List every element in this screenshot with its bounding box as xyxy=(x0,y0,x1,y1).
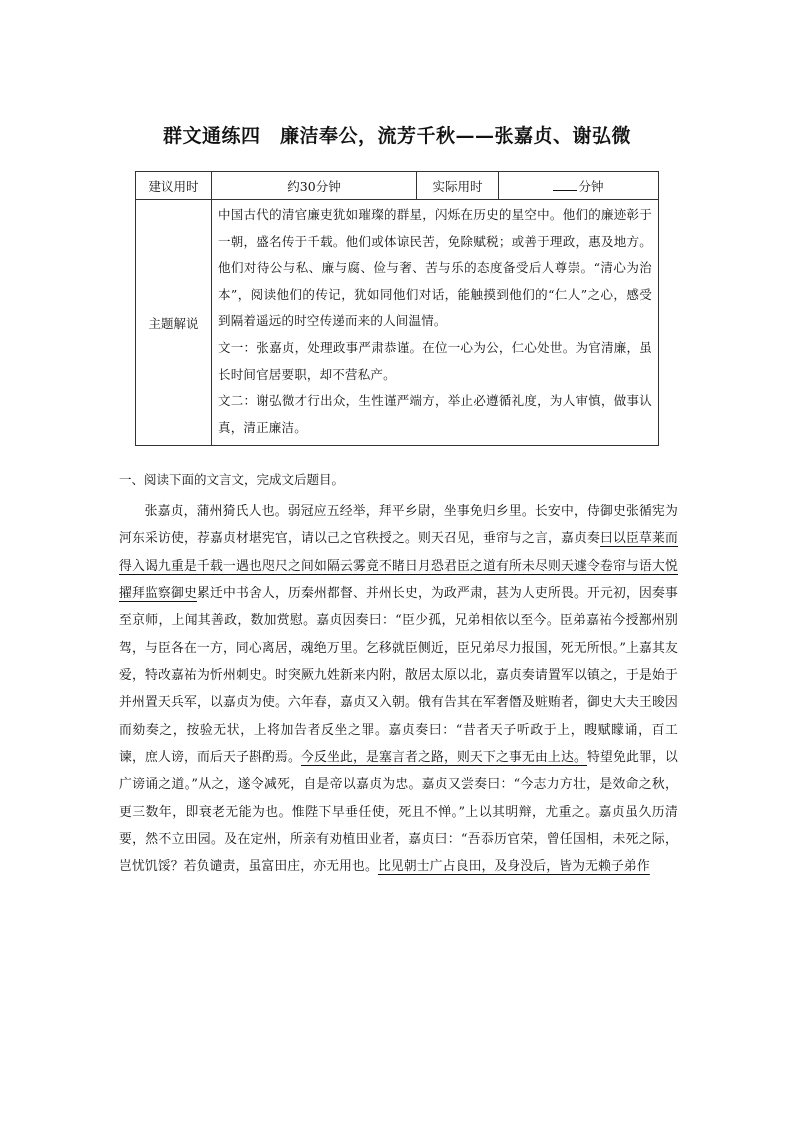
underlined-segment-translation: 今反坐此，是塞言者之路，则天下之事无由上达。 xyxy=(301,750,588,766)
theme-intro: 中国古代的清官廉吏犹如璀璨的群星，闪烁在历史的星空中。他们的廉迹彰于一朝，盛名传于千载。他们或体谅民苦，免除赋税；或善于理政，惠及地方。他们对待公与私、廉与腐、俭与奢、苦与乐的态度备受后人尊崇。“清心为治本”，阅读他们的传记，犹如同他们对话，能触摸到他们的“仁人”之心，感受到隔着遥远的时空传递而来的人间温情。 xyxy=(218,207,652,329)
passage-segment: 张嘉贞，蒲州猗氏人也。弱冠应五经举，拜平乡尉，坐事免归乡里。长安中，侍御史张循宪为河东采访使，荐嘉贞材堪宪官，请以己之官秩授之。则天召见，垂帘与之言，嘉贞奏 xyxy=(119,504,678,547)
theme-text-one: 文一：张嘉贞，处理政事严肃恭谨。在位一心为公，仁心处世。为官清廉，虽长时间官居要职，却不营私产。 xyxy=(218,339,652,382)
underlined-segment-tail: 比见朝士广占良田，及身没后，皆为无赖子弟作 xyxy=(377,859,650,875)
suggest-time-label: 建议用时 xyxy=(136,172,212,200)
time-row xyxy=(136,172,659,200)
underlined-segment-punctuation: 曰以臣草莱而得入谒九重是千载一遇也咫尺之间如隔云雾竟不睹日月恐君臣之道有所未尽则天遽令卷帘与语大悦擢拜监察御史 xyxy=(119,531,678,602)
theme-row xyxy=(136,200,659,446)
passage xyxy=(119,498,678,881)
passage-paragraph xyxy=(119,498,678,881)
section-instruction: 一、阅读下面的文言文，完成文后题目。 xyxy=(119,472,345,487)
theme-content xyxy=(212,200,659,446)
actual-time-unit: 分钟 xyxy=(578,178,604,194)
info-table xyxy=(135,171,659,446)
actual-time-blank[interactable] xyxy=(553,177,577,191)
theme-text-two: 文二：谢弘微才行出众，生性谨严端方，举止必遵循礼度，为人审慎，做事认真，清正廉洁。 xyxy=(218,393,652,435)
actual-time-label: 实际用时 xyxy=(417,172,499,200)
page-title: 群文通练四 廉洁奉公，流芳千秋——张嘉贞、谢弘微 xyxy=(162,125,631,147)
suggest-time-value: 约30分钟 xyxy=(212,172,417,200)
passage-segment: 特望免此罪，以广谤诵之道。”从之，遂令减死，自是帝以嘉贞为忠。嘉贞又尝奏曰：“今志力方壮，是效命之秋，更三数年，即衰老无能为也。惟陛下早垂任使，死且不惮。”上以其明辩，尤重之。嘉贞虽久历清要，然不立田园。及在定州，所亲有劝植田业者，嘉贞曰：“吾忝历官荣，曾任国相，未死之际，岂忧饥馁？若负谴责，虽富田庄，亦无用也。 xyxy=(119,750,678,875)
theme-label: 主题解说 xyxy=(136,200,212,446)
actual-time-cell xyxy=(499,172,659,200)
passage-segment: 累迁中书舍人，历秦州都督、并州长史，为政严肃，甚为人吏所畏。开元初，因奏事至京师，上闻其善政，数加赏慰。嘉贞因奏曰：“臣少孤，兄弟相依以至今。臣弟嘉祐今授鄯州别驾，与臣各在一方，同心离居，魂绝万里。乞移就臣侧近，臣兄弟尽力报国，死无所恨。”上嘉其友爱，特改嘉祐为忻州刺史。时突厥九姓新来内附，散居太原以北，嘉贞奏请置军以镇之，于是始于并州置天兵军，以嘉贞为使。六年春，嘉贞又入朝。俄有告其在军奢僭及赃贿者，御史大夫王晙因而劾奏之，按验无状，上将加告者反坐之罪。嘉贞奏曰：“昔者天子听政于上，瞍赋矇诵，百工谏，庶人谤，而后天子斟酌焉。 xyxy=(119,586,678,766)
